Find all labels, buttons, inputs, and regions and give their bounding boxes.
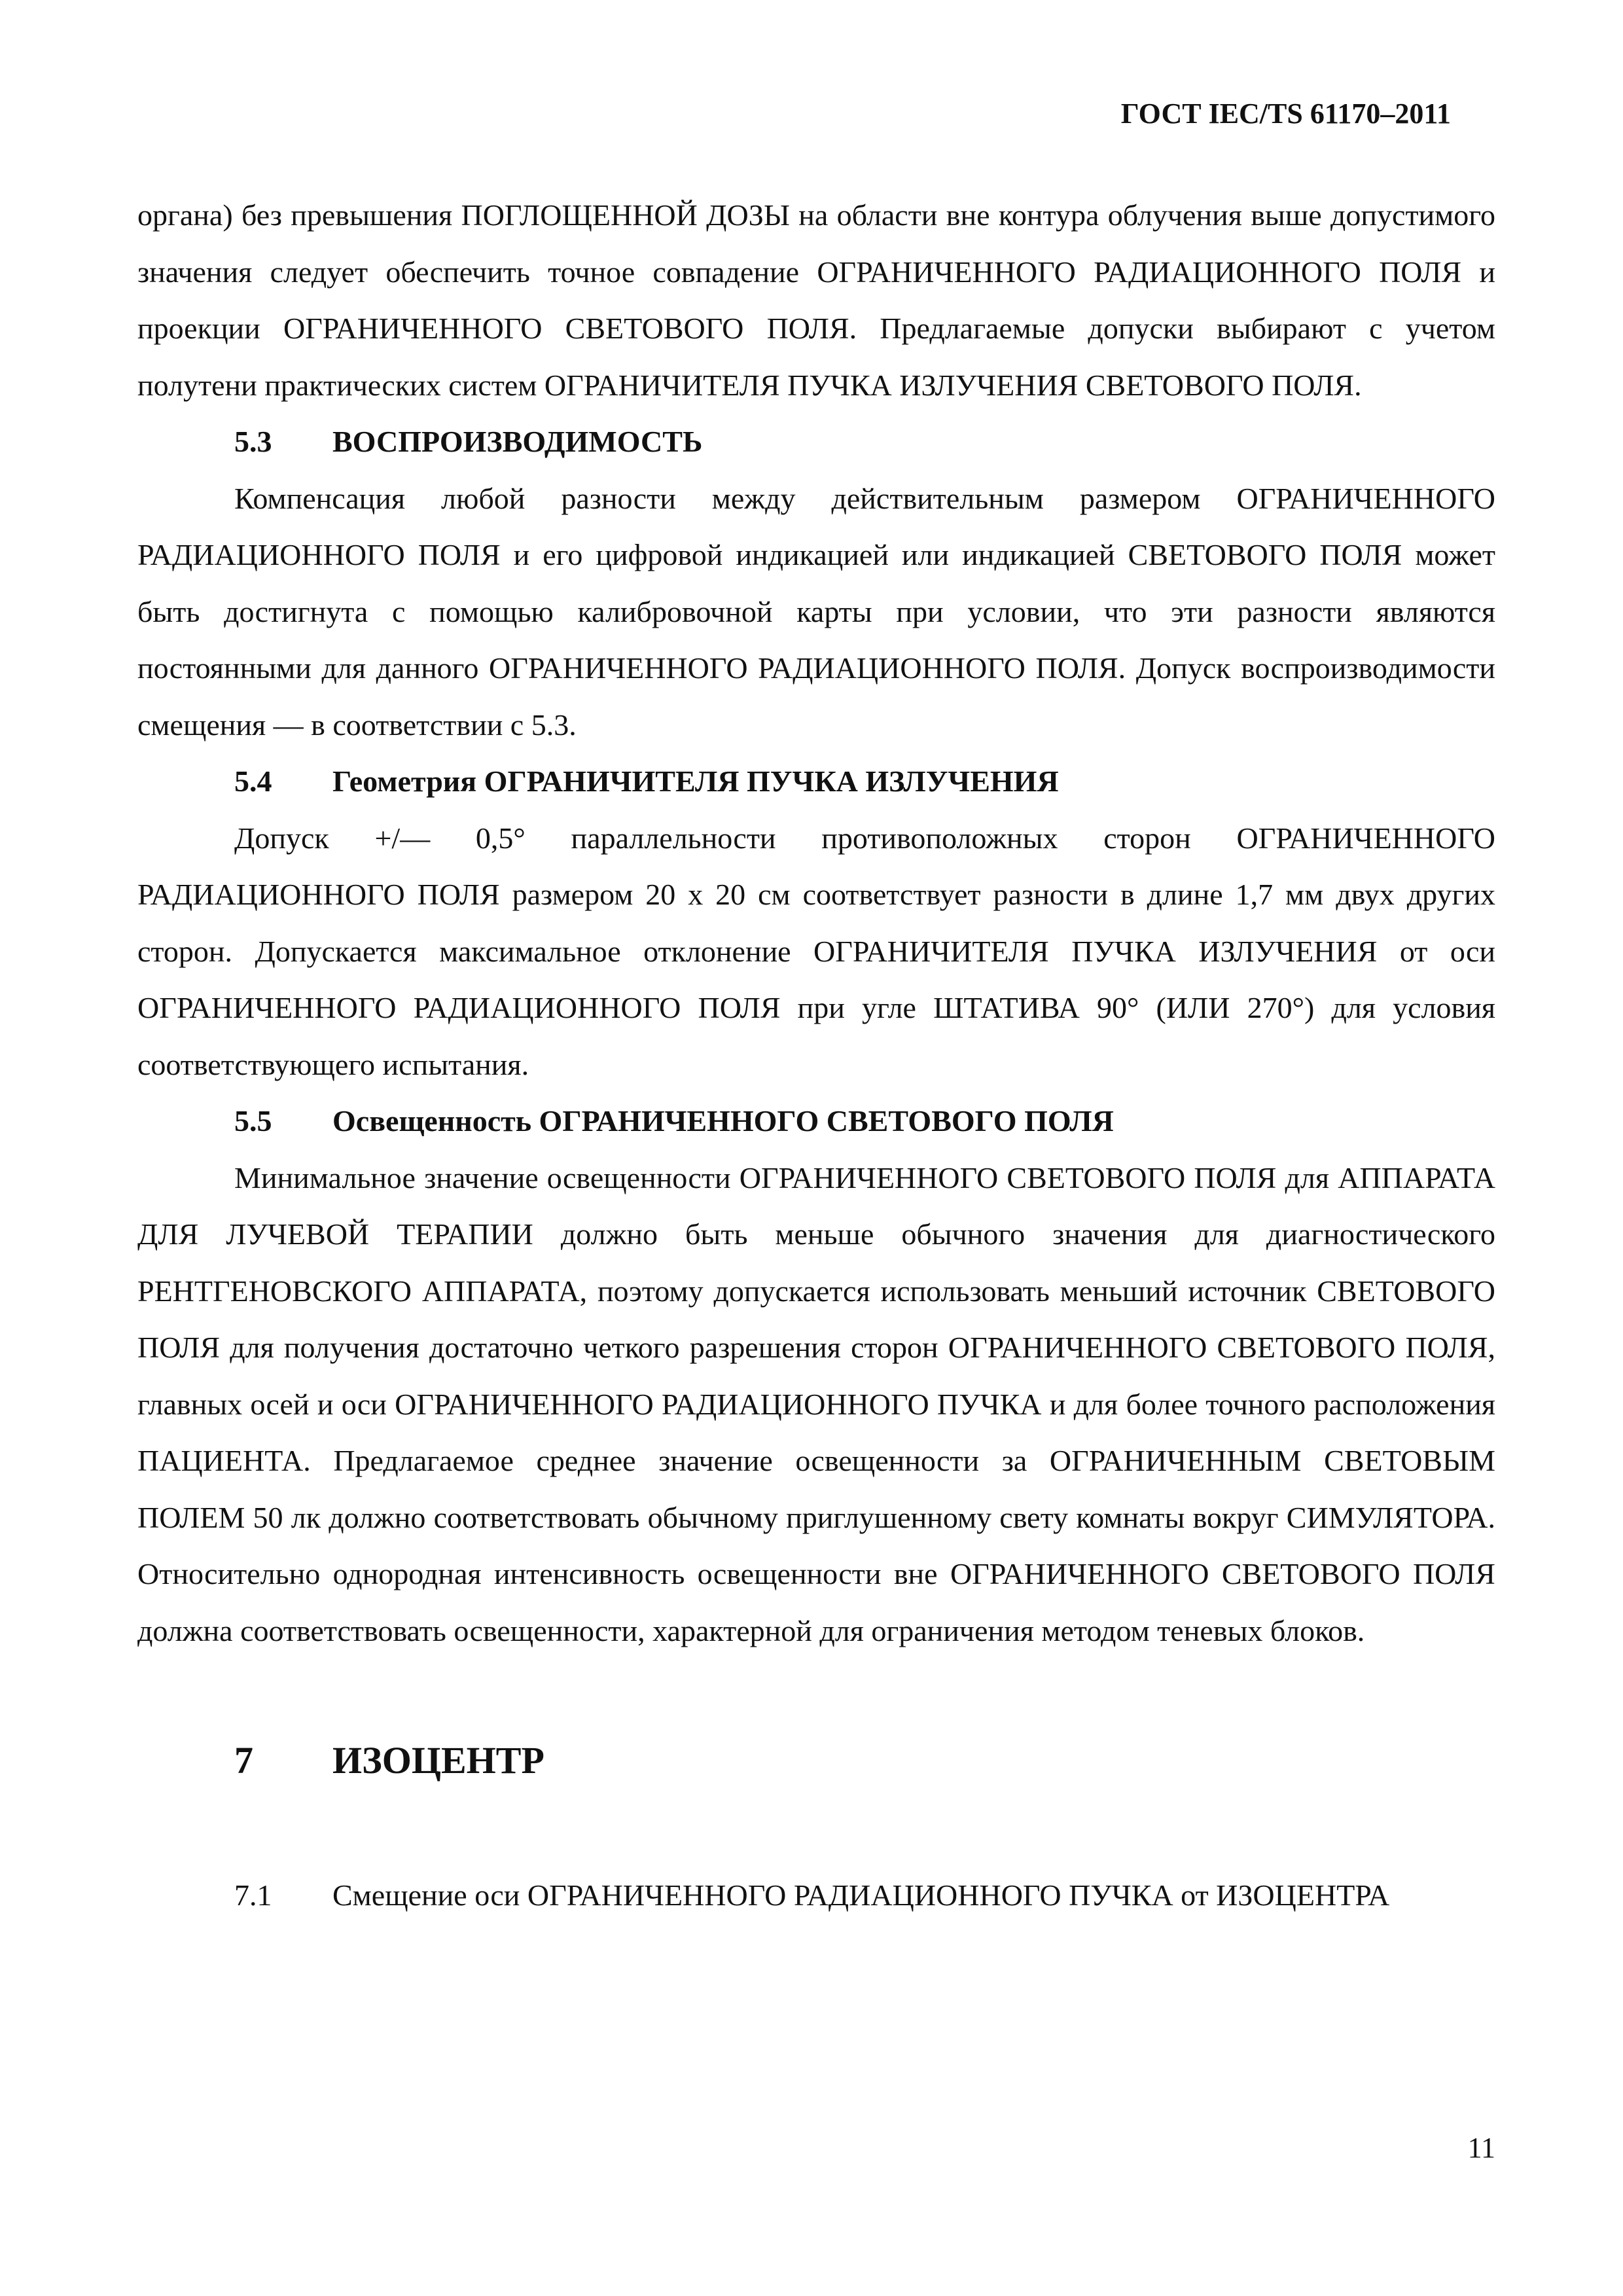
subsection-number: 7.1: [234, 1878, 272, 1912]
document-code-header: ГОСТ IEC/TS 61170–2011: [1120, 98, 1451, 130]
section-number: 5.4: [234, 764, 272, 798]
chapter-heading-7: [137, 1731, 1495, 1790]
section-heading-5-5: [137, 1093, 1495, 1150]
section-heading-5-3: [137, 414, 1495, 471]
section-number: 5.5: [234, 1104, 272, 1138]
paragraph-intro: органа) без превышения ПОГЛОЩЕННОЙ ДОЗЫ на области вне контура облучения выше допустимого значения следует обеспечить точное совпадение ОГРАНИЧЕННОГО РАДИАЦИОННОГО ПОЛЯ и проекции ОГРАНИЧЕННОГО СВЕТОВОГО ПОЛЯ. Предлагаемые допуски выбирают с учетом полутени практических систем ОГРАНИЧИТЕЛЯ ПУЧКА ИЗЛУЧЕНИЯ СВЕТОВОГО ПОЛЯ.: [137, 198, 1495, 402]
page-number: 11: [1467, 2132, 1495, 2164]
section-title: Освещенность ОГРАНИЧЕННОГО СВЕТОВОГО ПОЛЯ: [332, 1104, 1114, 1138]
paragraph-5-4: Допуск +/— 0,5° параллельности противоположных сторон ОГРАНИЧЕННОГО РАДИАЦИОННОГО ПОЛЯ размером 20 х 20 см соответствует разности в длине 1,7 мм двух других сторон. Допускается максимальное отклонение ОГРАНИЧИТЕЛЯ ПУЧКА ИЗЛУЧЕНИЯ от оси ОГРАНИЧЕННОГО РАДИАЦИОННОГО ПОЛЯ при угле ШТАТИВА 90° (ИЛИ 270°) для условия соответствующего испытания.: [137, 821, 1495, 1081]
paragraph-5-3: Компенсация любой разности между действительным размером ОГРАНИЧЕННОГО РАДИАЦИОННОГО ПОЛЯ и его цифровой индикацией или индикацией СВЕТОВОГО ПОЛЯ может быть достигнута с помощью калибровочной карты при условии, что эти разности являются постоянными для данного ОГРАНИЧЕННОГО РАДИАЦИОННОГО ПОЛЯ. Допуск воспроизводимости смещения — в соответствии с 5.3.: [137, 481, 1495, 742]
subsection-heading-7-1: [137, 1867, 1495, 1924]
page-content: [137, 187, 1495, 1924]
chapter-title: ИЗОЦЕНТР: [332, 1739, 544, 1782]
section-title: ВОСПРОИЗВОДИМОСТЬ: [332, 425, 703, 458]
section-number: 5.3: [234, 425, 272, 458]
section-title: Геометрия ОГРАНИЧИТЕЛЯ ПУЧКА ИЗЛУЧЕНИЯ: [332, 764, 1059, 798]
section-heading-5-4: [137, 753, 1495, 810]
paragraph-5-5: Минимальное значение освещенности ОГРАНИЧЕННОГО СВЕТОВОГО ПОЛЯ для АППАРАТА ДЛЯ ЛУЧЕВОЙ ТЕРАПИИ должно быть меньше обычного значения для диагностического РЕНТГЕНОВСКОГО АППАРАТА, поэтому допускается использовать меньший источник СВЕТОВОГО ПОЛЯ для получения достаточно четкого разрешения сторон ОГРАНИЧЕННОГО СВЕТОВОГО ПОЛЯ, главных осей и оси ОГРАНИЧЕННОГО РАДИАЦИОННОГО ПУЧКА и для более точного расположения ПАЦИЕНТА. Предлагаемое среднее значение освещенности за ОГРАНИЧЕННЫМ СВЕТОВЫМ ПОЛЕМ 50 лк должно соответствовать обычному приглушенному свету комнаты вокруг СИМУЛЯТОРА. Относительно однородная интенсивность освещенности вне ОГРАНИЧЕННОГО СВЕТОВОГО ПОЛЯ должна соответствовать освещенности, характерной для ограничения методом теневых блоков.: [137, 1160, 1495, 1647]
subsection-title: Смещение оси ОГРАНИЧЕННОГО РАДИАЦИОННОГО ПУЧКА от ИЗОЦЕНТРА: [332, 1878, 1390, 1912]
chapter-number: 7: [234, 1739, 253, 1782]
